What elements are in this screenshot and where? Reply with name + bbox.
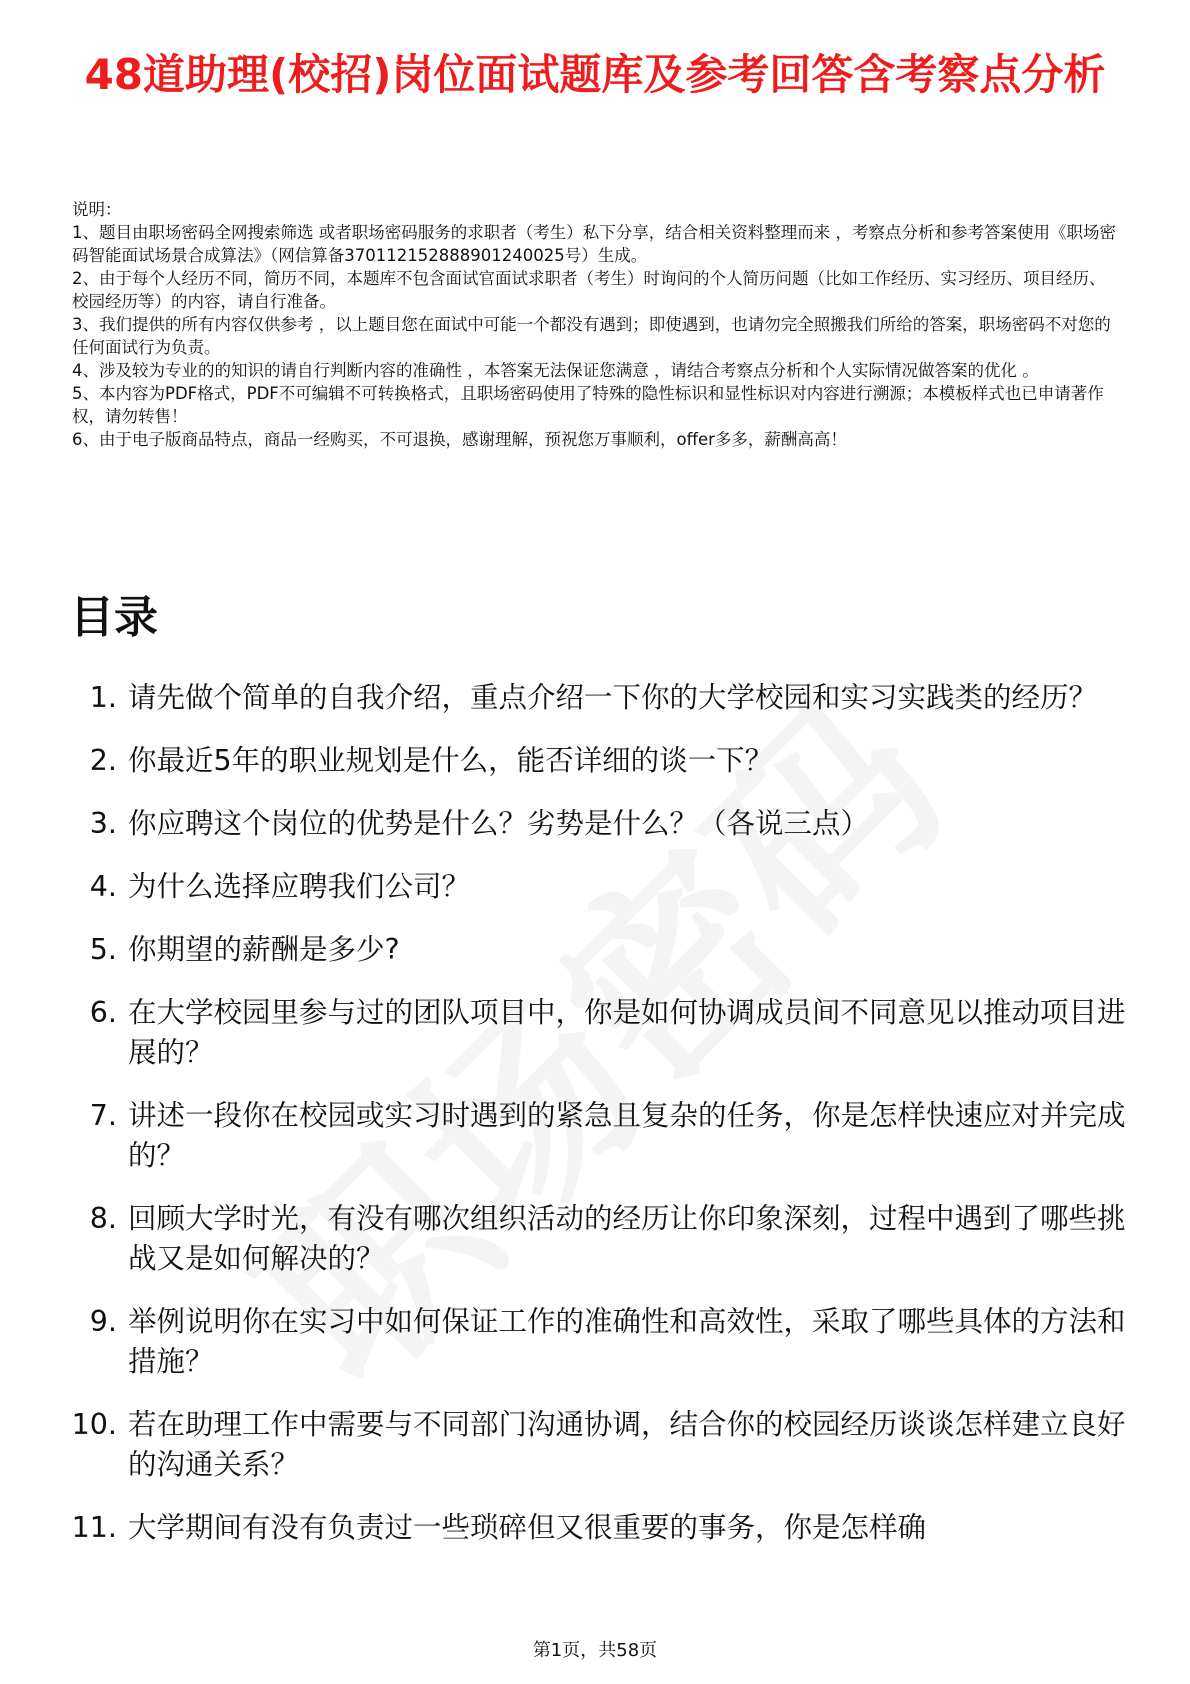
note-item: 5、本内容为PDF格式，PDF不可编辑不可转换格式，且职场密码使用了特殊的隐性标识和显性标识对内容进行溯源；本模板样式也已申请著作权，请勿转售！: [72, 384, 1104, 426]
document-title: 48道助理(校招)岗位面试题库及参考回答含考察点分析: [84, 50, 1106, 99]
question-item[interactable]: [52, 1302, 1142, 1382]
question-text: 你应聘这个岗位的优势是什么？劣势是什么？（各说三点）: [128, 807, 870, 840]
question-text: 为什么选择应聘我们公司？: [128, 870, 471, 903]
question-number: 6.: [89, 996, 117, 1029]
note-item: 2、由于每个人经历不同，简历不同，本题库不包含面试官面试求职者（考生）时询问的个人简历问题（比如工作经历、实习经历、项目经历、校园经历等）的内容，请自行准备。: [72, 269, 1106, 311]
question-item[interactable]: [52, 1508, 1142, 1548]
question-number: 7.: [89, 1099, 117, 1132]
question-number: 5.: [89, 933, 117, 966]
notes-heading: 说明：: [72, 200, 122, 219]
question-number: 9.: [89, 1305, 117, 1338]
question-item[interactable]: [52, 930, 1142, 970]
question-text: 在大学校园里参与过的团队项目中，你是如何协调成员间不同意见以推动项目进展的？: [128, 996, 1126, 1069]
question-text: 回顾大学时光，有没有哪次组织活动的经历让你印象深刻，过程中遇到了哪些挑战又是如何解决的？: [128, 1202, 1126, 1275]
question-number: 8.: [89, 1202, 117, 1235]
page-footer: 第1页，共58页: [532, 1640, 658, 1661]
question-number: 1.: [89, 681, 117, 714]
question-item[interactable]: [52, 804, 1142, 844]
question-item[interactable]: [52, 1405, 1142, 1485]
question-text: 若在助理工作中需要与不同部门沟通协调，结合你的校园经历谈谈怎样建立良好的沟通关系？: [128, 1408, 1126, 1481]
note-item: 1、题目由职场密码全网搜索筛选 或者职场密码服务的求职者（考生）私下分享，结合相关资料整理而来 ，考察点分析和参考答案使用《职场密码智能面试场景合成算法》（网信算备370112152888901240025号）生成。: [72, 223, 1116, 265]
question-item[interactable]: [52, 741, 1142, 781]
toc-heading: 目录: [70, 592, 158, 643]
question-text: 讲述一段你在校园或实习时遇到的紧急且复杂的任务，你是怎样快速应对并完成的？: [128, 1099, 1126, 1172]
question-text: 你最近5年的职业规划是什么，能否详细的谈一下？: [128, 744, 774, 777]
question-number: 2.: [89, 744, 117, 777]
question-list: [52, 678, 1142, 1571]
question-number: 4.: [89, 870, 117, 903]
question-item[interactable]: [52, 1199, 1142, 1279]
notes-section: [72, 198, 1120, 451]
question-text: 你期望的薪酬是多少?: [128, 933, 400, 966]
question-number: 11.: [71, 1511, 117, 1544]
question-number: 3.: [89, 807, 117, 840]
note-item: 4、涉及较为专业的的知识的请自行判断内容的准确性 ，本答案无法保证您满意 ，请结合考察点分析和个人实际情况做答案的优化 。: [72, 361, 1039, 380]
question-item[interactable]: [52, 1096, 1142, 1176]
question-item[interactable]: [52, 993, 1142, 1073]
question-text: 大学期间有没有负责过一些琐碎但又很重要的事务，你是怎样确: [128, 1511, 927, 1544]
question-item[interactable]: [52, 867, 1142, 907]
question-number: 10.: [71, 1408, 117, 1441]
note-item: 3、我们提供的所有内容仅供参考 ，以上题目您在面试中可能一个都没有遇到；即使遇到，也请勿完全照搬我们所给的答案，职场密码不对您的任何面试行为负责。: [72, 315, 1111, 357]
question-item[interactable]: [52, 678, 1142, 718]
question-text: 请先做个简单的自我介绍，重点介绍一下你的大学校园和实习实践类的经历？: [128, 681, 1098, 714]
note-item: 6、由于电子版商品特点，商品一经购买，不可退换，感谢理解，预祝您万事顺利，offer多多，薪酬高高！: [72, 430, 847, 449]
question-text: 举例说明你在实习中如何保证工作的准确性和高效性，采取了哪些具体的方法和措施？: [128, 1305, 1126, 1378]
